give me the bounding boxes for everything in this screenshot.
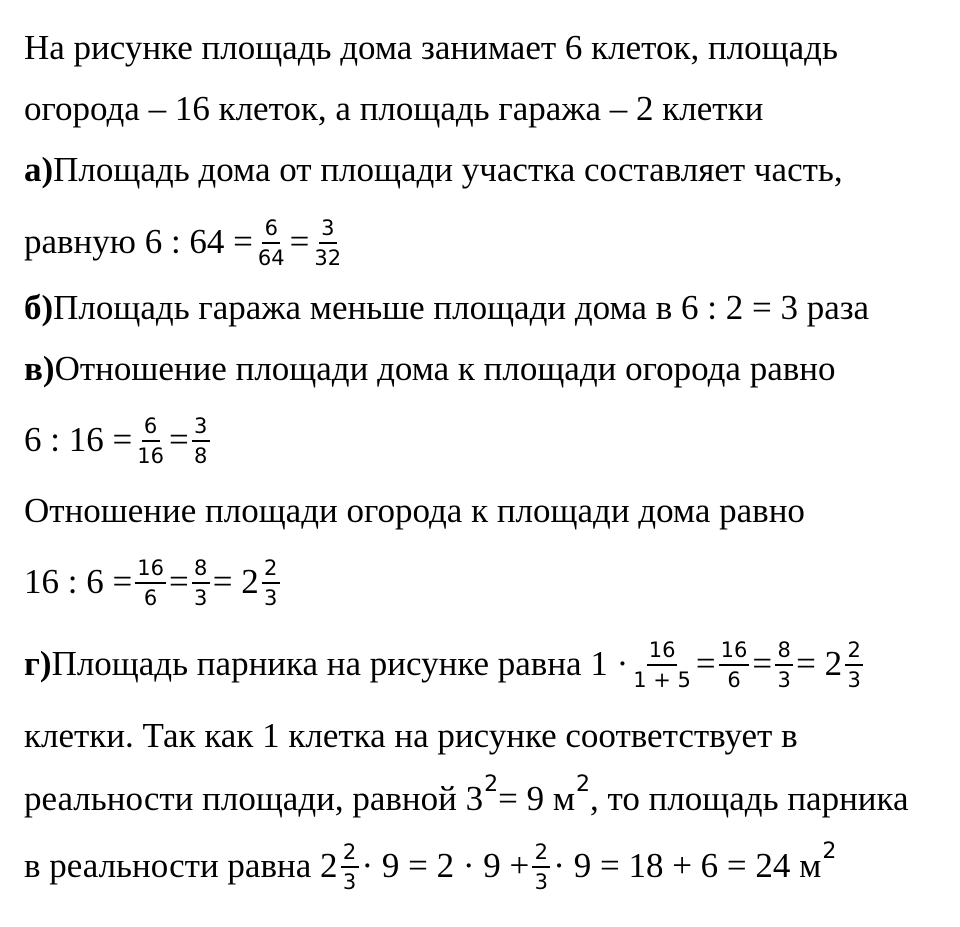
part-a-text: Площадь дома от площади участка составляет часть,	[53, 150, 843, 189]
fraction-denominator: 64	[257, 246, 285, 270]
fraction-denominator: 6	[727, 668, 741, 692]
fraction	[631, 639, 693, 691]
part-g-line	[24, 638, 866, 692]
part-a-line	[24, 150, 843, 190]
part-a-equation-text: равную 6 : 64 =	[24, 222, 253, 261]
fraction-numerator: 2	[341, 841, 359, 868]
fraction-numerator: 3	[319, 217, 337, 244]
fraction-numerator: 16	[719, 639, 750, 666]
fraction-numerator: 2	[845, 639, 863, 666]
fraction-denominator: 3	[777, 668, 791, 692]
part-v-equation-text: 6 : 16 =	[24, 420, 133, 459]
fraction	[845, 639, 863, 691]
fraction-numerator: 2	[262, 557, 280, 584]
part-b-line	[24, 288, 869, 328]
part-g-line-4-text-a: в реальности равна 2	[24, 846, 338, 885]
fraction-denominator: 3	[342, 870, 357, 894]
fraction	[135, 557, 166, 609]
fraction-denominator: 3	[194, 586, 208, 610]
fraction-numerator: 6	[142, 415, 160, 442]
part-v-line-3-text: Отношение площади огорода к площади дома равно	[24, 491, 805, 530]
part-b-text: Площадь гаража меньше площади дома в 6 : 2 = 3 раза	[53, 288, 870, 327]
fraction-numerator: 16	[647, 639, 678, 666]
equals-sign-mixed: = 2	[212, 562, 259, 601]
part-g-line-4-text-b: · 9 = 2 · 9 +	[361, 846, 530, 885]
text-line-1	[24, 28, 838, 68]
fraction	[192, 415, 210, 467]
equals-sign: =	[289, 222, 310, 261]
fraction	[256, 217, 287, 269]
part-a-label: а)	[24, 150, 54, 189]
fraction	[262, 557, 280, 609]
part-g-line-3	[24, 772, 909, 819]
fraction-denominator: 1 + 5	[633, 668, 691, 692]
part-b-label: б)	[24, 288, 54, 327]
part-g-line-4	[24, 839, 837, 894]
part-v-label: в)	[24, 349, 55, 388]
superscript: 2	[822, 839, 837, 864]
fraction-numerator: 8	[192, 557, 210, 584]
fraction	[341, 841, 359, 893]
superscript: 2	[484, 772, 499, 797]
text-line-2	[24, 89, 763, 129]
part-a-equation	[24, 216, 346, 270]
fraction-denominator: 3	[847, 668, 861, 692]
part-g-line-3-text-b: = 9 м	[498, 779, 576, 818]
fraction-numerator: 6	[262, 217, 280, 244]
part-g-text: Площадь парника на рисунке равна 1 ·	[51, 644, 629, 683]
equals-sign: =	[752, 644, 773, 683]
fraction-denominator: 8	[194, 444, 208, 468]
part-g-line-4-text-c: · 9 = 18 + 6 = 24 м	[553, 846, 822, 885]
part-v-text: Отношение площади дома к площади огорода равно	[54, 349, 836, 388]
fraction	[192, 557, 210, 609]
fraction	[312, 217, 343, 269]
fraction	[775, 639, 793, 691]
part-v-equation-2	[24, 556, 283, 610]
equals-sign: =	[168, 420, 189, 459]
part-g-line-2-text: клетки. Так как 1 клетка на рисунке соответствует в	[24, 716, 798, 755]
line-2-text: огорода – 16 клеток, а площадь гаража – 2 клетки	[24, 89, 764, 128]
part-g-line-3-text-c: , то площадь парника	[590, 779, 909, 818]
fraction	[719, 639, 750, 691]
equals-sign-mixed: = 2	[796, 644, 843, 683]
part-v-line	[24, 349, 835, 389]
fraction	[532, 841, 550, 893]
part-g-line-3-text-a: реальности площади, равной 3	[24, 779, 484, 818]
fraction-denominator: 3	[264, 586, 278, 610]
line-1-text: На рисунке площадь дома занимает 6 клеток, площадь	[24, 28, 838, 67]
part-g-label: г)	[24, 644, 52, 683]
equals-sign: =	[168, 562, 189, 601]
fraction-numerator: 2	[532, 841, 550, 868]
fraction-denominator: 16	[137, 444, 164, 468]
fraction-denominator: 6	[143, 586, 158, 610]
part-v-equation-2-text: 16 : 6 =	[24, 562, 133, 601]
superscript: 2	[576, 772, 591, 797]
fraction-numerator: 8	[775, 639, 793, 666]
part-v-equation-1	[24, 414, 213, 468]
fraction-denominator: 3	[534, 870, 548, 894]
part-v-line-3	[24, 491, 805, 531]
fraction-denominator: 32	[314, 246, 342, 270]
fraction-numerator: 3	[192, 415, 210, 442]
equals-sign: =	[695, 644, 716, 683]
fraction-numerator: 16	[135, 557, 166, 584]
fraction	[135, 415, 166, 467]
part-g-line-2	[24, 716, 798, 756]
